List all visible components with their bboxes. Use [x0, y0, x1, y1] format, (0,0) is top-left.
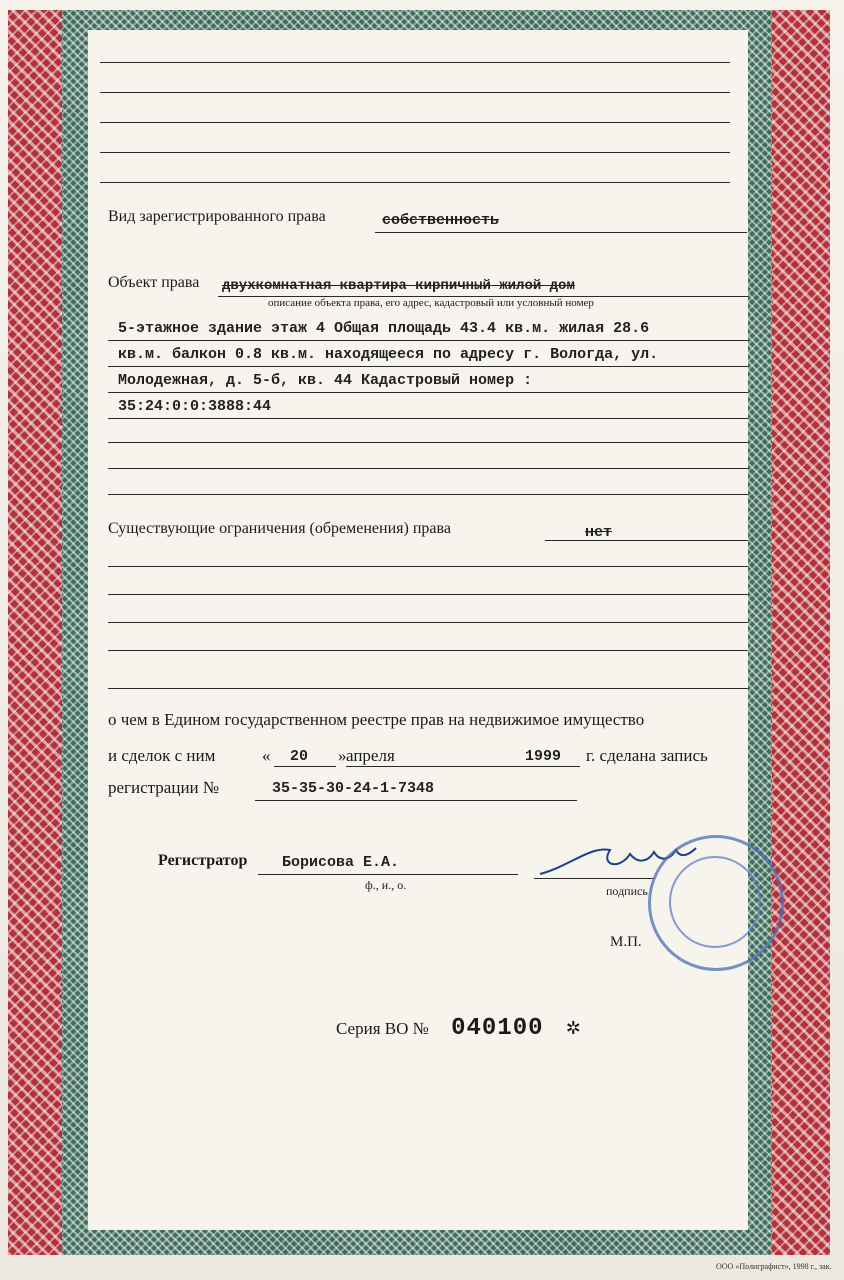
- registrar-label: Регистратор: [158, 852, 248, 869]
- register-text: о чем в Едином государственном реестре прав на недвижимое имущество: [108, 710, 645, 729]
- object-line: Молодежная, д. 5-б, кв. 44 Кадастровый номер :: [118, 372, 533, 389]
- rule-line: [274, 766, 336, 767]
- rule-line: [108, 340, 748, 341]
- seal-place-label: М.П.: [610, 934, 642, 950]
- object-label: Объект права: [108, 274, 200, 291]
- object-caption: описание объекта права, его адрес, кадастровый или условный номер: [268, 297, 594, 309]
- series-number: 040100: [451, 1015, 544, 1042]
- rule-line: [108, 494, 748, 495]
- quote-close: »: [338, 746, 347, 765]
- series-label: Серия ВО №: [336, 1019, 429, 1038]
- rule-line: [255, 800, 577, 801]
- asterisk-icon: ✲: [565, 1018, 581, 1038]
- right-type-label: Вид зарегистрированного права: [108, 208, 326, 225]
- rule-line: [258, 874, 518, 875]
- encumbrance-value: нет: [585, 524, 613, 541]
- rule-line: [545, 540, 748, 541]
- record-month: апреля: [346, 746, 395, 765]
- object-value-line1: двухкомнатная квартира кирпичный жилой дом: [222, 278, 575, 294]
- rule-line: [100, 62, 730, 63]
- record-year: 1999: [525, 748, 562, 765]
- rule-line: [100, 182, 730, 183]
- quote-open: «: [262, 746, 271, 765]
- rule-line: [108, 442, 748, 443]
- record-suffix: г. сделана запись: [586, 746, 708, 765]
- rule-line: [108, 650, 748, 651]
- rule-line: [108, 622, 748, 623]
- object-line: 5-этажное здание этаж 4 Общая площадь 43.4 кв.м. жилая 28.6: [118, 320, 650, 337]
- rule-line: [108, 392, 748, 393]
- rule-line: [100, 122, 730, 123]
- rule-line: [346, 766, 580, 767]
- rule-line: [100, 92, 730, 93]
- rule-line: [108, 468, 748, 469]
- rule-line: [108, 688, 748, 689]
- encumbrance-label: Существующие ограничения (обременения) права: [108, 520, 451, 537]
- object-line: 35:24:0:0:3888:44: [118, 398, 272, 415]
- signature-caption: подпись: [606, 884, 648, 898]
- right-type-value: собственность: [382, 212, 500, 229]
- registrar-name: Борисова Е.А.: [282, 854, 400, 871]
- official-seal: [648, 835, 784, 971]
- series: [336, 1015, 581, 1042]
- printer-footer: ООО «Полиграфист», 1998 г., зак.: [716, 1262, 832, 1271]
- record-day: 20: [290, 748, 309, 765]
- rule-line: [108, 594, 748, 595]
- rule-line: [108, 566, 748, 567]
- rule-line: [375, 232, 747, 233]
- fio-caption: ф., и., о.: [365, 878, 407, 892]
- reg-number-value: 35-35-30-24-1-7348: [272, 780, 435, 797]
- deals-prefix: и сделок с ним: [108, 746, 216, 765]
- reg-number-label: регистрации №: [108, 778, 220, 797]
- rule-line: [108, 418, 748, 419]
- rule-line: [108, 366, 748, 367]
- object-line: кв.м. балкон 0.8 кв.м. находящееся по адресу г. Вологда, ул.: [118, 346, 659, 363]
- rule-line: [534, 878, 654, 879]
- rule-line: [100, 152, 730, 153]
